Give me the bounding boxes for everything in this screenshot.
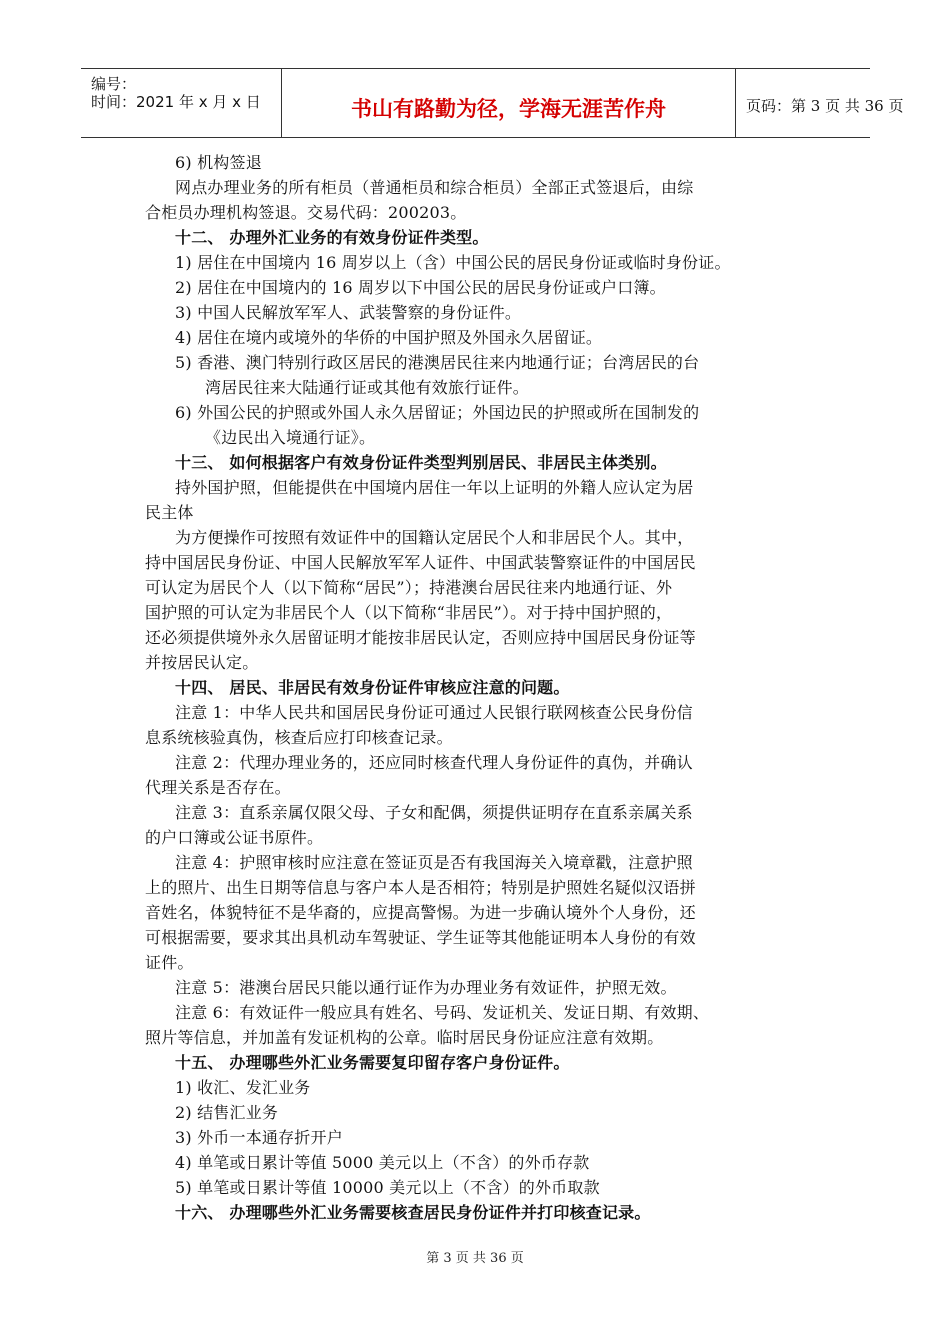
text-line: 可根据需要，要求其出具机动车驾驶证、学生证等其他能证明本人身份的有效: [145, 928, 696, 947]
text-line: 2) 居住在中国境内的 16 周岁以下中国公民的居民身份证或户口簿。: [175, 278, 666, 297]
text-line: 上的照片、出生日期等信息与客户本人是否相符；特别是护照姓名疑似汉语拼: [145, 878, 696, 897]
header-page-cell: [736, 69, 904, 137]
header-info: [81, 69, 281, 137]
text-line: 湾居民往来大陆通行证或其他有效旅行证件。: [205, 378, 530, 397]
text-line: 还必须提供境外永久居留证明才能按非居民认定，否则应持中国居民身份证等: [145, 628, 696, 647]
number-label: 编号：: [91, 75, 137, 93]
text-line: 注意 2：代理办理业务的，还应同时核查代理人身份证件的真伪，并确认: [175, 753, 693, 772]
section-heading: 十五、 办理哪些外汇业务需要复印留存客户身份证件。: [175, 1053, 570, 1072]
text-line: 注意 4：护照审核时应注意在签证页是否有我国海关入境章戳，注意护照: [175, 853, 693, 872]
text-line: 4) 居住在境内或境外的华侨的中国护照及外国永久居留证。: [175, 328, 603, 347]
header-motto-cell: [281, 69, 736, 137]
text-line: 可认定为居民个人（以下简称“居民”）；持港澳台居民往来内地通行证、外: [145, 578, 673, 597]
text-line: 照片等信息，并加盖有发证机构的公章。临时居民身份证应注意有效期。: [145, 1028, 664, 1047]
text-line: 的户口簿或公证书原件。: [145, 828, 324, 847]
page-header: [81, 68, 904, 138]
text-line: 合柜员办理机构签退。交易代码：200203。: [145, 203, 467, 222]
text-line: 持中国居民身份证、中国人民解放军军人证件、中国武装警察证件的中国居民: [145, 553, 696, 572]
section-heading: 十六、 办理哪些外汇业务需要核查居民身份证件并打印核查记录。: [175, 1203, 651, 1222]
time-label: 时间：2021 年 x 月 x 日: [91, 93, 261, 111]
text-line: 息系统核验真伪，核查后应打印核查记录。: [145, 728, 453, 747]
page-footer: 第 3 页 共 36 页: [426, 1251, 524, 1266]
document-body: [145, 150, 805, 1225]
text-line: 5) 单笔或日累计等值 10000 美元以上（不含）的外币取款: [175, 1178, 600, 1197]
text-line: 4) 单笔或日累计等值 5000 美元以上（不含）的外币存款: [175, 1153, 590, 1172]
motto: 书山有路勤为径，学海无涯苦作舟: [351, 97, 666, 121]
text-line: 音姓名，体貌特征不是华裔的，应提高警惕。为进一步确认境外个人身份，还: [145, 903, 696, 922]
text-line: 6) 外国公民的护照或外国人永久居留证；外国边民的护照或所在国制发的: [175, 403, 700, 422]
text-line: 注意 6：有效证件一般应具有姓名、号码、发证机关、发证日期、有效期、: [175, 1003, 710, 1022]
text-line: 5) 香港、澳门特别行政区居民的港澳居民往来内地通行证；台湾居民的台: [175, 353, 700, 372]
text-line: 6) 机构签退: [175, 153, 262, 172]
text-line: 3) 外币一本通存折开户: [175, 1128, 343, 1147]
text-line: 注意 3：直系亲属仅限父母、子女和配偶，须提供证明存在直系亲属关系: [175, 803, 693, 822]
text-line: 《边民出入境通行证》。: [205, 428, 376, 447]
text-line: 注意 5：港澳台居民只能以通行证作为办理业务有效证件，护照无效。: [175, 978, 677, 997]
text-line: 并按居民认定。: [145, 653, 259, 672]
text-line: 1) 居住在中国境内 16 周岁以上（含）中国公民的居民身份证或临时身份证。: [175, 253, 731, 272]
text-line: 代理关系是否存在。: [145, 778, 291, 797]
text-line: 持外国护照，但能提供在中国境内居住一年以上证明的外籍人应认定为居: [175, 478, 694, 497]
page-code: 页码：第 3 页 共 36 页: [746, 97, 904, 115]
text-line: 证件。: [145, 953, 194, 972]
text-line: 1) 收汇、发汇业务: [175, 1078, 311, 1097]
section-heading: 十三、 如何根据客户有效身份证件类型判别居民、非居民主体类别。: [175, 453, 667, 472]
section-heading: 十四、 居民、非居民有效身份证件审核应注意的问题。: [175, 678, 570, 697]
text-line: 网点办理业务的所有柜员（普通柜员和综合柜员）全部正式签退后，由综: [175, 178, 694, 197]
text-line: 3) 中国人民解放军军人、武装警察的身份证件。: [175, 303, 522, 322]
text-line: 国护照的可认定为非居民个人（以下简称“非居民”）。对于持中国护照的，: [145, 603, 673, 622]
text-line: 为方便操作可按照有效证件中的国籍认定居民个人和非居民个人。其中，: [175, 528, 694, 547]
text-line: 2) 结售汇业务: [175, 1103, 279, 1122]
section-heading: 十二、 办理外汇业务的有效身份证件类型。: [175, 228, 489, 247]
text-line: 注意 1：中华人民共和国居民身份证可通过人民银行联网核查公民身份信: [175, 703, 693, 722]
text-line: 民主体: [145, 503, 194, 522]
